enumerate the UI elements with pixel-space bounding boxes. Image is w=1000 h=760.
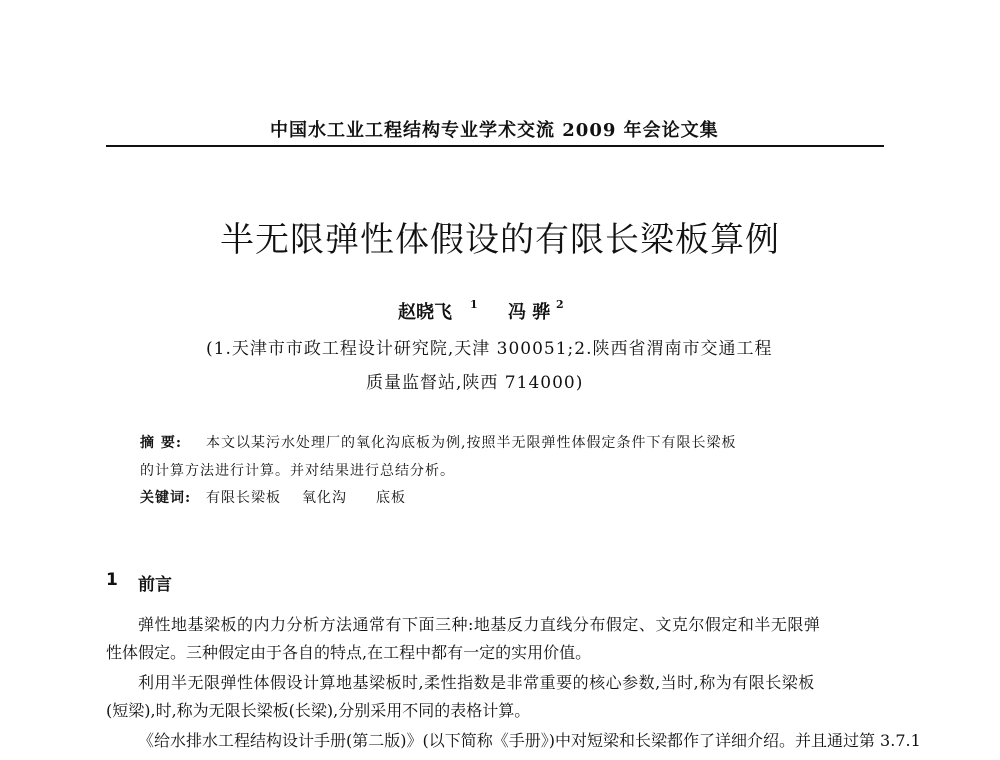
paragraph-1-line-2: 性体假定。三种假定由于各自的特点,在工程中都有一定的实用价值。 — [106, 643, 592, 662]
keyword-1: 有限长梁板 — [206, 490, 281, 506]
paragraph-2-line-2: (短梁),时,称为无限长梁板(长梁),分别采用不同的表格计算。 — [106, 701, 531, 720]
keywords-label: 关键词: — [140, 490, 192, 506]
abstract-label: 摘 要: — [140, 435, 183, 451]
affiliation-line-2: 质量监督站,陕西 714000) — [366, 373, 584, 393]
paragraph-2-line-1: 利用半无限弹性体假设计算地基梁板时,柔性指数是非常重要的核心参数,当时,称为有限长梁板 — [138, 673, 815, 692]
author-2-name: 冯 骅 — [508, 302, 551, 323]
abstract-line-1-text: 本文以某污水处理厂的氧化沟底板为例,按照半无限弹性体假定条件下有限长梁板 — [206, 435, 737, 451]
section-1-title: 前言 — [138, 575, 172, 595]
author-1-sup: 1 — [470, 298, 478, 311]
keyword-2: 氧化沟 — [302, 490, 347, 506]
paragraph-1-line-1: 弹性地基梁板的内力分析方法通常有下面三种:地基反力直线分布假定、文克尔假定和半无限弹 — [138, 615, 821, 634]
header-rule — [106, 145, 884, 147]
author-2-sup: 2 — [556, 298, 564, 311]
paragraph-3-line-1: 《给水排水工程结构设计手册(第二版)》(以下简称《手册》)中对短梁和长梁都作了详细介绍。并且通过第 3.7.1 — [138, 731, 921, 750]
paper-title: 半无限弹性体假设的有限长梁板算例 — [220, 220, 780, 260]
keyword-3: 底板 — [376, 490, 406, 506]
section-1-number: 1 — [106, 570, 118, 590]
author-1-name: 赵晓飞 — [398, 302, 452, 323]
affiliation-line-1: (1.天津市市政工程设计研究院,天津 300051;2.陕西省渭南市交通工程 — [206, 339, 773, 359]
running-header: 中国水工业工程结构专业学术交流 2009 年会论文集 — [270, 120, 719, 141]
abstract-line-2: 的计算方法进行计算。并对结果进行总结分析。 — [140, 463, 455, 479]
